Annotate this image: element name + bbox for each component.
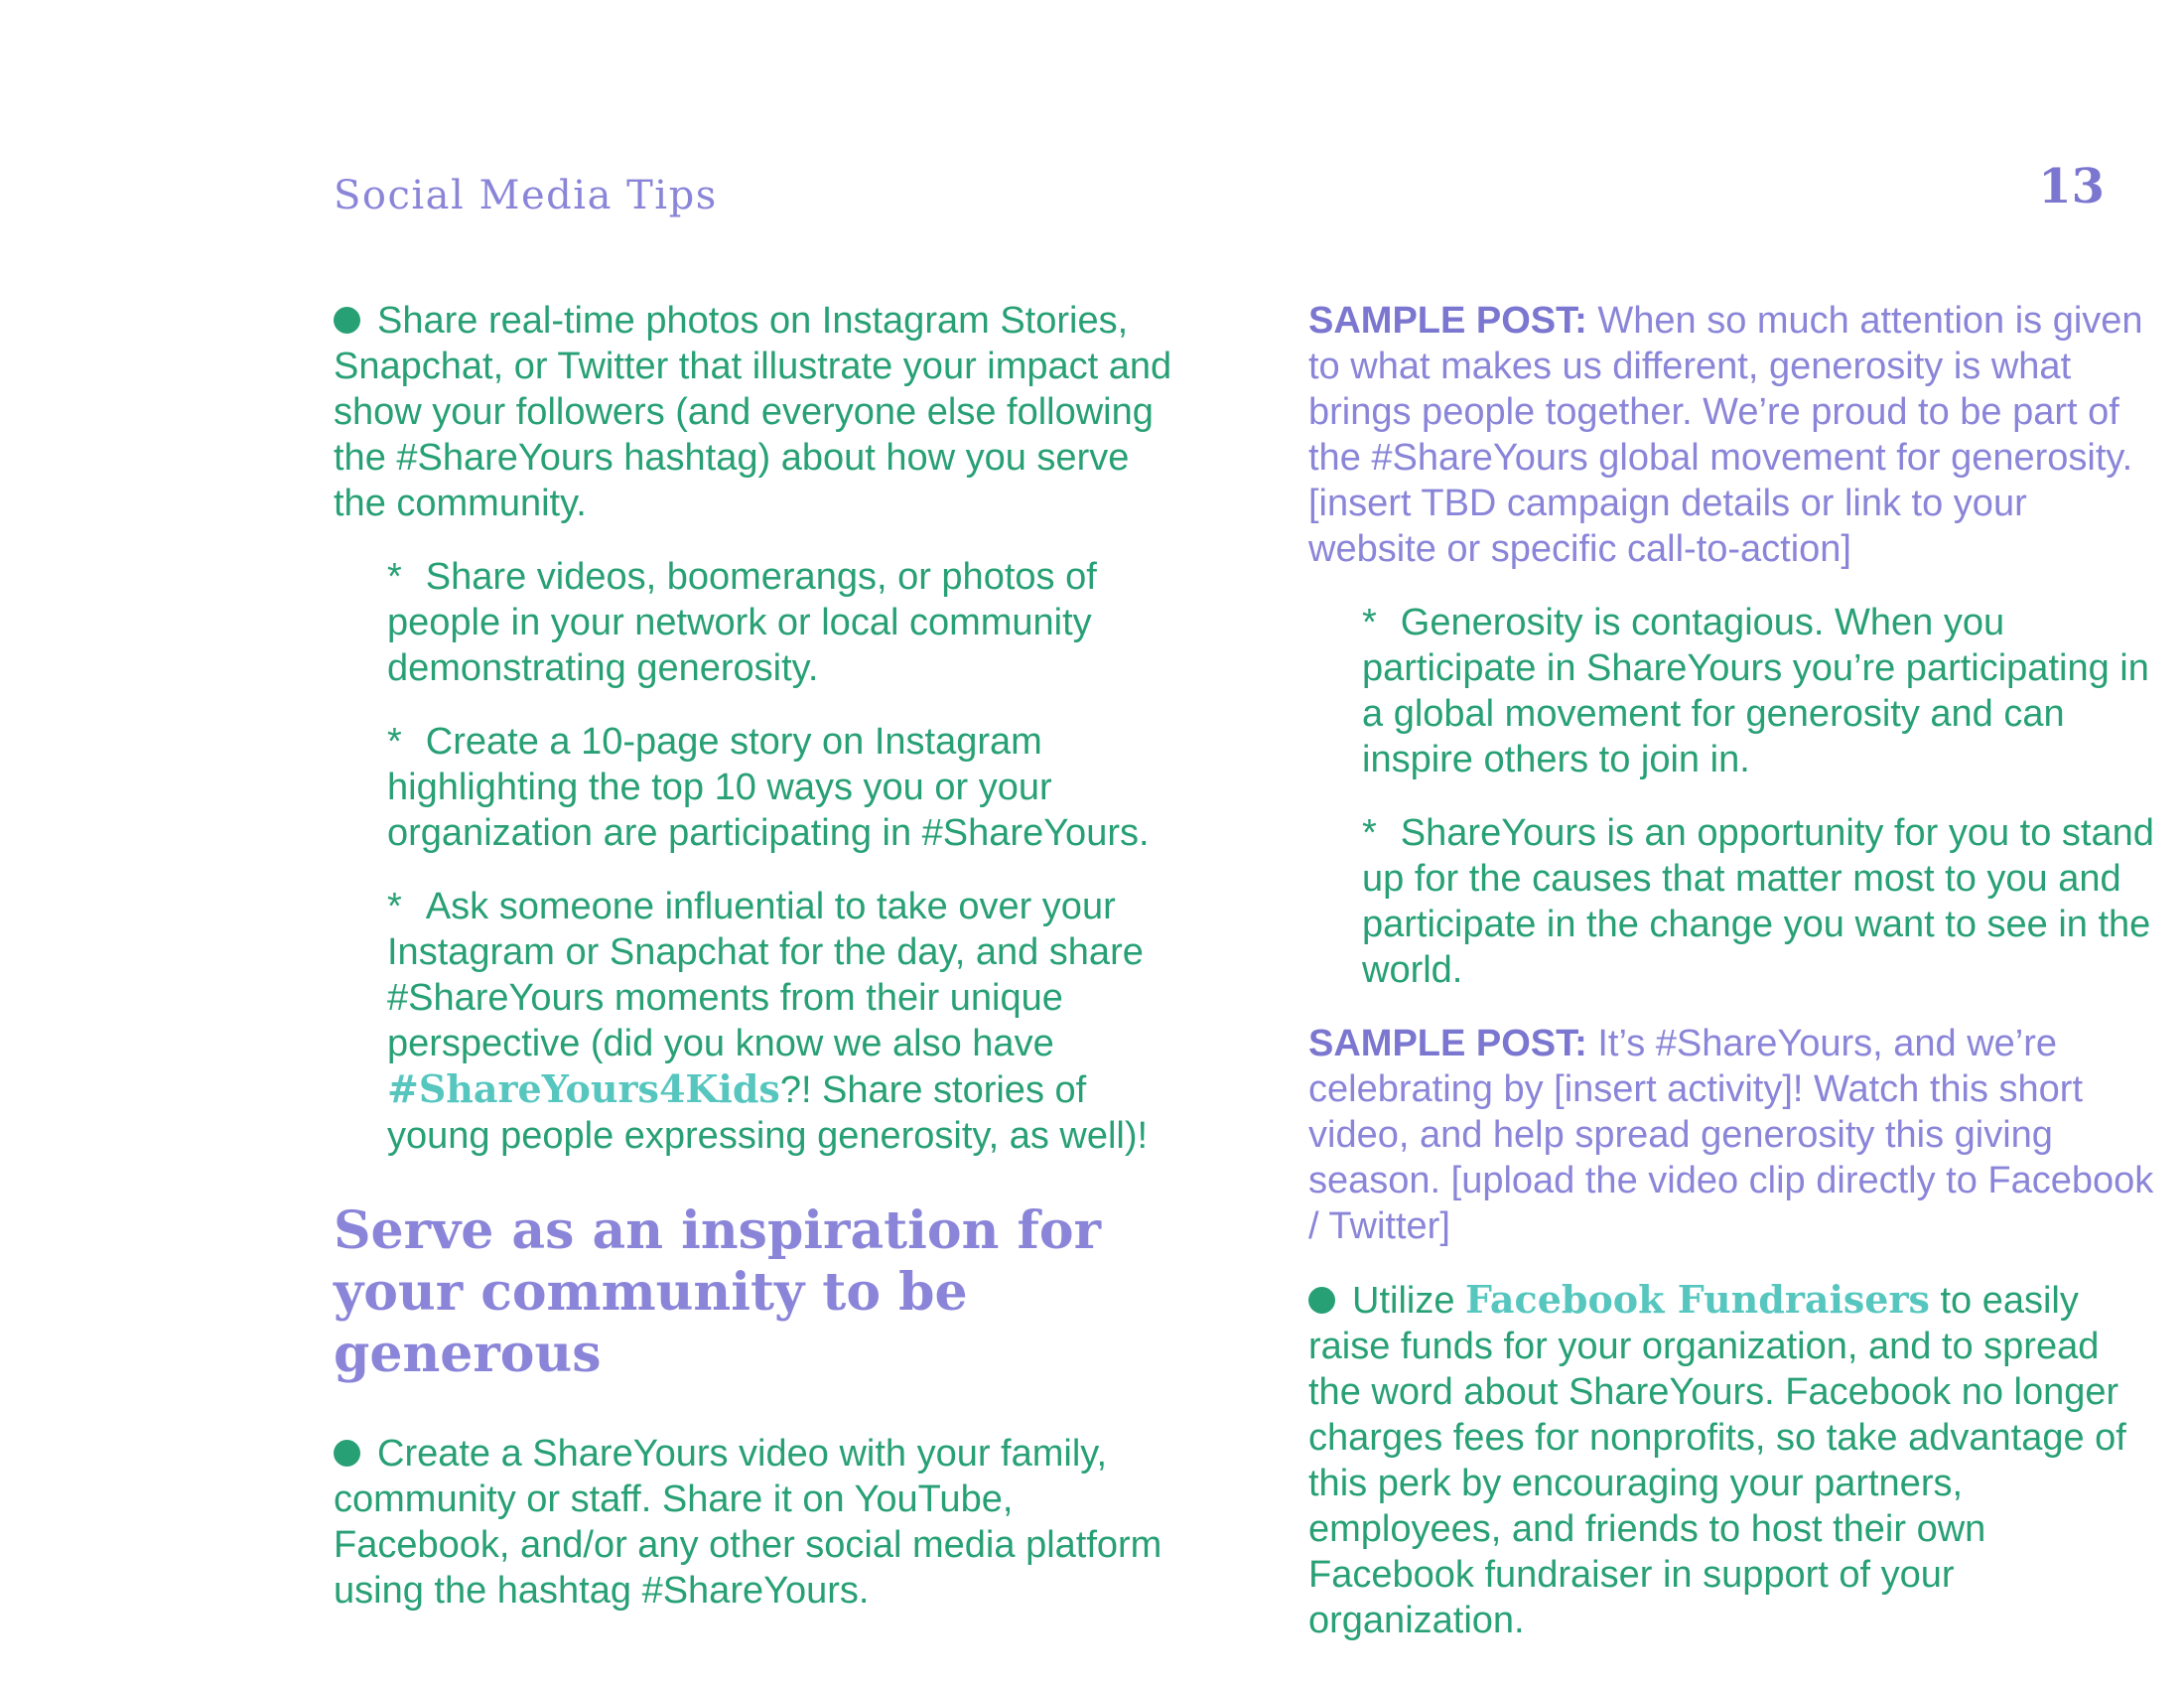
bullet-icon (1308, 1287, 1335, 1314)
bullet-icon (334, 1440, 360, 1467)
sub-bullet (1308, 810, 2160, 993)
hashtag-accent: #ShareYours4Kids (387, 1066, 780, 1111)
sub-bullet (334, 884, 1187, 1159)
asterisk-icon: * (387, 886, 402, 927)
sub-bullet-text: Generosity is contagious. When you participate in ShareYours you’re participating in a global movement for generosity and can inspire others to join in. (1362, 602, 2149, 780)
right-column (1308, 298, 2160, 1671)
sub-bullet-text: ShareYours is an opportunity for you to stand up for the causes that matter most to you and participate in the change you want to see in the world. (1362, 812, 2154, 991)
sample-post-text: When so much attention is given to what makes us different, generosity is what brings people together. We’re proud to be part of the #ShareYours global movement for generosity. [insert TBD campaign details or link to your website or specific call-to-action] (1308, 300, 2143, 570)
sub-bullet-text: ?! Share stories of young people expressing generosity, as well)! (387, 1069, 1149, 1157)
sample-post-paragraph (1308, 1021, 2160, 1249)
asterisk-icon: * (387, 721, 402, 763)
sample-post-paragraph (1308, 298, 2160, 572)
sample-post-text: It’s #ShareYours, and we’re celebrating by [insert activity]! Watch this short video, and help spread generosity this giving season. [upload the video clip directly to Facebook / Twitter] (1308, 1023, 2154, 1247)
page-number: 13 (2038, 159, 2105, 214)
facebook-fundraisers-accent: Facebook Fundraisers (1465, 1277, 1930, 1322)
asterisk-icon: * (387, 556, 402, 598)
sample-post-label: SAMPLE POST: (1308, 1023, 1587, 1064)
sub-bullet (1308, 600, 2160, 782)
bullet-paragraph (1308, 1277, 2160, 1643)
asterisk-icon: * (1362, 812, 1377, 854)
section-heading: Serve as an inspiration for your community to be generous (334, 1200, 1101, 1384)
bullet-paragraph (334, 1431, 1187, 1614)
page-title: Social Media Tips (334, 173, 718, 218)
asterisk-icon: * (1362, 602, 1377, 643)
paragraph-text: Utilize (1352, 1280, 1466, 1322)
left-column (334, 298, 1187, 1641)
sub-bullet (334, 554, 1187, 691)
sub-bullet (334, 719, 1187, 856)
sub-bullet-text: Create a 10-page story on Instagram highlighting the top 10 ways you or your organization are participating in #ShareYours. (387, 721, 1150, 854)
bullet-paragraph (334, 298, 1187, 526)
paragraph-text: Share real-time photos on Instagram Stories, Snapchat, or Twitter that illustrate your impact and show your followers (and everyone else following the #ShareYours hashtag) about how you serve the community. (334, 300, 1172, 524)
paragraph-text: to easily raise funds for your organization, and to spread the word about ShareYours. Facebook no longer charges fees for nonprofits, so take advantage of this perk by encouraging your partners, employees, and friends to host their own Facebook fundraiser in support of your organization. (1308, 1280, 2126, 1641)
sub-bullet-text: Share videos, boomerangs, or photos of people in your network or local community demonstrating generosity. (387, 556, 1097, 689)
bullet-icon (334, 307, 360, 334)
sub-bullet-text: Ask someone influential to take over your Instagram or Snapchat for the day, and share #ShareYours moments from their unique perspective (did you know we also have (387, 886, 1144, 1064)
sample-post-label: SAMPLE POST: (1308, 300, 1587, 342)
paragraph-text: Create a ShareYours video with your family, community or staff. Share it on YouTube, Facebook, and/or any other social media platform using the hashtag #ShareYours. (334, 1433, 1162, 1612)
